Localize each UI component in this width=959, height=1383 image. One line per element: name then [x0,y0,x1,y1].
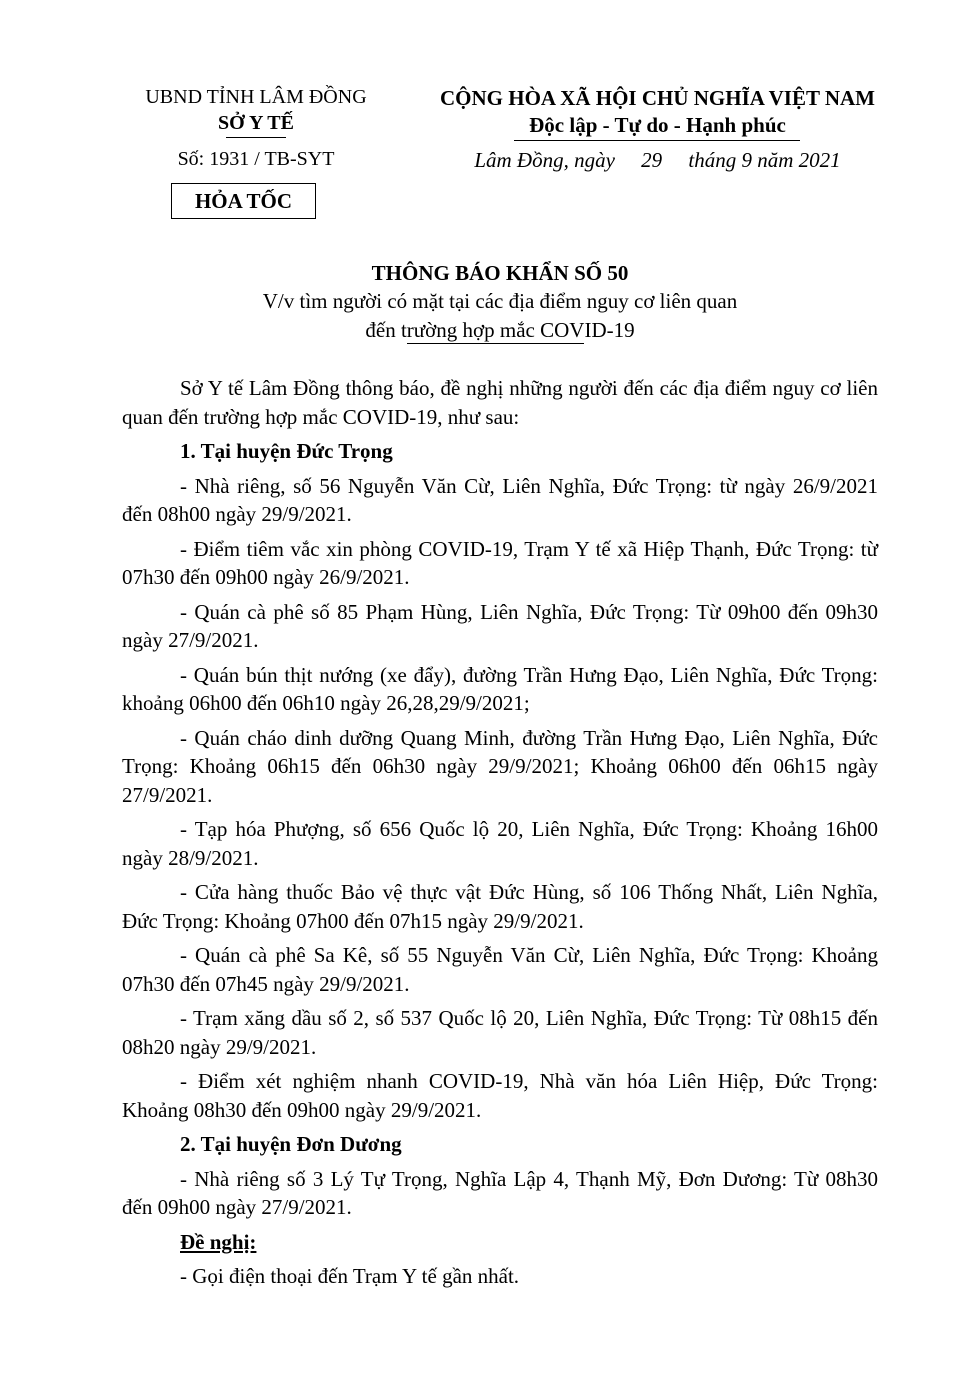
location-item: - Tạp hóa Phượng, số 656 Quốc lộ 20, Liên Nghĩa, Đức Trọng: Khoảng 16h00 ngày 28/9/2021. [122,817,878,870]
motto-underline [514,140,800,141]
agency-parent-name: UBND TỈNH LÂM ĐỒNG [145,86,367,108]
location-item: - Nhà riêng, số 56 Nguyễn Văn Cừ, Liên Nghĩa, Đức Trọng: từ ngày 26/9/2021 đến 08h00 ngày 29/9/2021. [122,473,878,526]
title-underline [407,343,584,344]
notice-subject-line-1: V/v tìm người có mặt tại các địa điểm nguy cơ liên quan [262,289,738,313]
section-heading-don-duong: 2. Tại huyện Đơn Dương [180,1132,402,1156]
section-heading-duc-trong: 1. Tại huyện Đức Trọng [180,439,393,463]
location-item: - Quán cháo dinh dưỡng Quang Minh, đường Trần Hưng Đạo, Liên Nghĩa, Đức Trọng: Khoảng 06h15 đến 06h30 ngày 29/9/2021; Khoảng 06h00 đến 06h15 ngày 27/9/2021. [122,725,878,807]
location-item: - Điểm tiêm vắc xin phòng COVID-19, Trạm Y tế xã Hiệp Thạnh, Đức Trọng: từ 07h30 đến 09h00 ngày 26/9/2021. [122,536,878,589]
notice-subject-line-2: đến trường hợp mắc COVID-19 [365,318,635,342]
national-motto: Độc lập - Tự do - Hạnh phúc [529,113,786,137]
notice-subject [100,287,900,345]
location-item: - Cửa hàng thuốc Bảo vệ thực vật Đức Hùng, số 106 Thống Nhất, Liên Nghĩa, Đức Trọng: Khoảng 07h00 đến 07h15 ngày 29/9/2021. [122,880,878,933]
proposal-item: - Gọi điện thoại đến Trạm Y tế gần nhất. [180,1264,520,1288]
document-number: Số: 1931 / TB-SYT [177,148,335,170]
location-item: - Quán bún thịt nướng (xe đẩy), đường Trần Hưng Đạo, Liên Nghĩa, Đức Trọng: khoảng 06h00 đến 06h10 ngày 26,28,29/9/2021; [122,662,878,715]
notice-body [122,374,878,1297]
notice-title: THÔNG BÁO KHẨN SỐ 50 [371,261,629,285]
urgent-label: HỎA TỐC [194,188,293,213]
location-item: - Điểm xét nghiệm nhanh COVID-19, Nhà văn hóa Liên Hiệp, Đức Trọng: Khoảng 08h30 đến 09h00 ngày 29/9/2021. [122,1069,878,1122]
location-item: - Quán cà phê số 85 Phạm Hùng, Liên Nghĩa, Đức Trọng: Từ 09h00 đến 09h30 ngày 27/9/2021. [122,599,878,652]
nation-name: CỘNG HÒA XÃ HỘI CHỦ NGHĨA VIỆT NAM [439,86,876,110]
intro-paragraph: Sở Y tế Lâm Đồng thông báo, đề nghị những người đến các địa điểm nguy cơ liên quan đến trường hợp mắc COVID-19, như sau: [122,376,878,429]
place-and-date: Lâm Đồng, ngày 29 tháng 9 năm 2021 [474,148,841,172]
proposal-heading [122,1228,878,1257]
agency-underline [226,137,286,138]
proposal-heading-text: Đề nghị: [180,1229,257,1254]
location-item: - Quán cà phê Sa Kê, số 55 Nguyễn Văn Cừ, Liên Nghĩa, Đức Trọng: Khoảng 07h30 đến 07h45 ngày 29/9/2021. [122,943,878,996]
location-item: - Nhà riêng số 3 Lý Tự Trọng, Nghĩa Lập 4, Thạnh Mỹ, Đơn Dương: Từ 08h30 đến 09h00 ngày 27/9/2021. [122,1166,878,1219]
agency-name: SỞ Y TẾ [218,112,294,134]
urgent-stamp-box [171,183,316,219]
location-item: - Trạm xăng dầu số 2, số 537 Quốc lộ 20, Liên Nghĩa, Đức Trọng: Từ 08h15 đến 08h20 ngày 29/9/2021. [122,1006,878,1059]
